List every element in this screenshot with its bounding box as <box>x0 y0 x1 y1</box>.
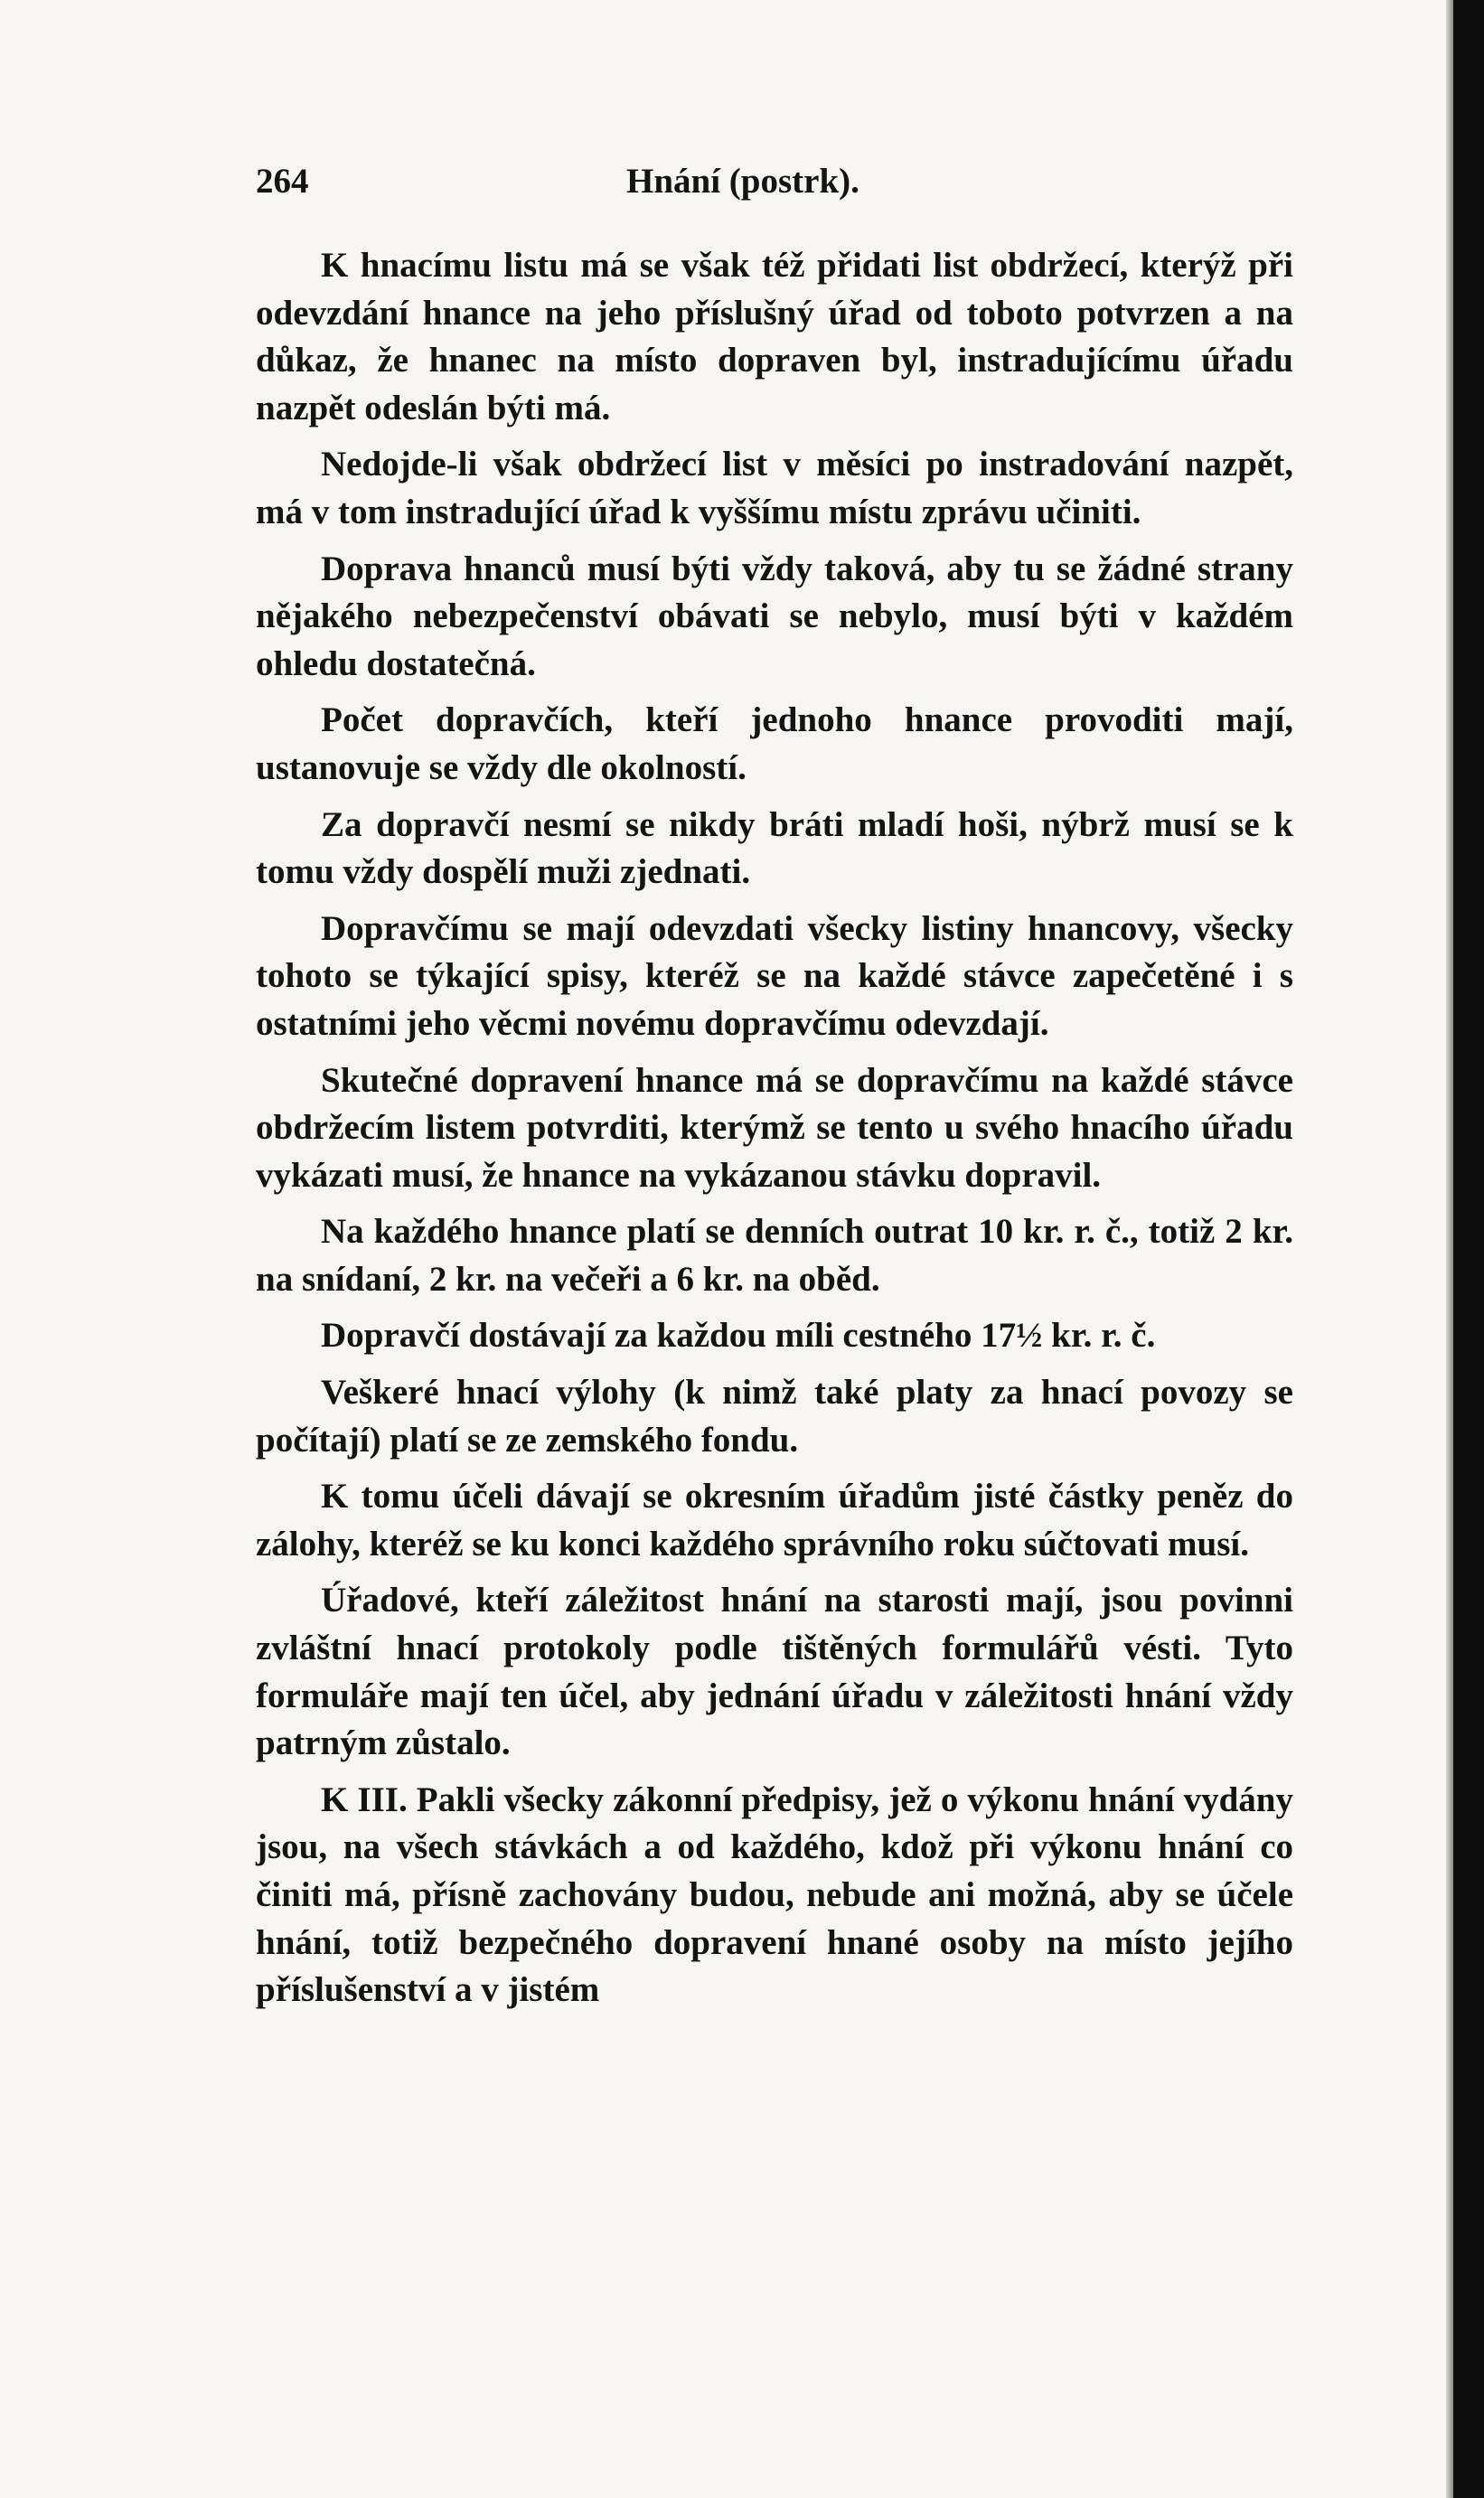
running-head: Hnání (postrk). <box>626 162 859 201</box>
paragraph-2: Nedojde-li však obdržecí list v měsíci po instradování nazpět, má v tom instradující úřad k vyššímu místu zprávu učiniti. <box>256 445 1293 531</box>
paragraph-3: Doprava hnanců musí býti vždy taková, aby tu se žádné strany nějakého nebezpečenství obávati se nebylo, musí býti v každém ohledu dostatečná. <box>256 549 1293 683</box>
book-page <box>256 161 1293 2024</box>
body-text <box>256 242 1293 2014</box>
paragraph-5: Za dopravčí nesmí se nikdy bráti mladí hoši, nýbrž musí se k tomu vždy dospělí muži zjednati. <box>256 804 1293 892</box>
paragraph-9: Dopravčí dostávají za každou míli cestného 17½ kr. r. č. <box>321 1316 1156 1356</box>
scan-border <box>1453 0 1484 2498</box>
paragraph-6: Dopravčímu se mají odevzdati všecky listiny hnancovy, všecky tohoto se týkající spisy, kteréž se na každé stávce zapečetěné i s ostatními jeho věcmi novému dopravčímu odevzdají. <box>256 908 1293 1043</box>
paragraph-12: Úřadové, kteří záležitost hnání na starosti mají, jsou povinni zvláštní hnací protokoly podle tištěných formulářů vésti. Tyto formuláře mají ten účel, aby jednání úřadu v záležitosti hnání vždy patrným zůstalo. <box>256 1581 1293 1763</box>
paragraph-13: K III. Pakli všecky zákonní předpisy, jež o výkonu hnání vydány jsou, na všech stávkách a od každého, kdož při výkonu hnání co činiti má, přísně zachovány budou, nebude ani možná, aby se účele hnání, totiž bezpečného dopravení hnané osoby na místo jejího příslušenství a v jistém <box>256 1780 1293 2010</box>
scan-border-shadow <box>1446 0 1453 2498</box>
paragraph-11: K tomu účeli dávají se okresním úřadům jisté částky peněz do zálohy, kteréž se ku konci každého správního roku súčtovati musí. <box>256 1477 1293 1564</box>
paragraph-8: Na každého hnance platí se denních outrat 10 kr. r. č., totiž 2 kr. na snídaní, 2 kr. na večeři a 6 kr. na oběd. <box>256 1212 1293 1299</box>
paragraph-1: K hnacímu listu má se však též přidati list obdržecí, kterýž při odevzdání hnance na jeho příslušný úřad od toboto potvrzen a na důkaz, že hnanec na místo dopraven byl, instradujícímu úřadu nazpět odeslán býti má. <box>256 246 1293 427</box>
paragraph-7: Skutečné dopravení hnance má se dopravčímu na každé stávce obdržecím listem potvrditi, kterýmž se tento u svého hnacího úřadu vykázati musí, že hnance na vykázanou stávku dopravil. <box>256 1060 1293 1195</box>
paragraph-10: Veškeré hnací výlohy (k nimž také platy za hnací povozy se počítají) platí se ze zemského fondu. <box>256 1373 1293 1460</box>
page-header <box>256 161 1293 215</box>
page-number: 264 <box>256 162 309 201</box>
paragraph-4: Počet dopravčích, kteří jednoho hnance provoditi mají, ustanovuje se vždy dle okolností. <box>256 700 1293 787</box>
